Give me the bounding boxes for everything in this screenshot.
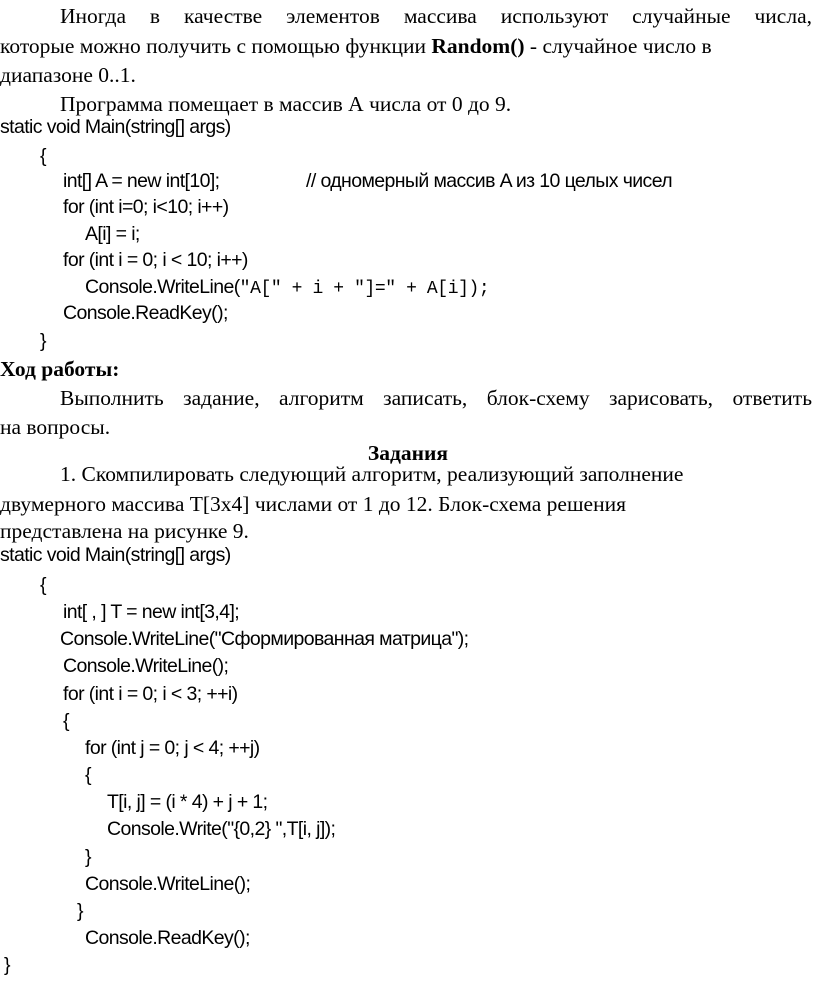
workflow-line-2: на вопросы. [0, 415, 111, 439]
code-text: "A[" + i + "]=" + A[i]); [239, 279, 490, 299]
code2-open-brace: { [40, 574, 46, 596]
tasks-heading-text: Задания [367, 441, 449, 465]
intro-paragraph-1-line-1: Иногда в качестве элементов массива используют случайные числа, [60, 4, 812, 28]
intro-paragraph-1-line-2 [0, 34, 712, 59]
task-1-line-1: 1. Скомпилировать следующий алгоритм, реализующий заполнение [60, 462, 684, 486]
workflow-heading [0, 357, 119, 382]
workflow-line-1: Выполнить задание, алгоритм записать, блок-схему зарисовать, ответить [60, 386, 812, 410]
code2-line-for-i: for (int i = 0; i < 3; ++i) [63, 683, 238, 705]
task-1-line-2: двумерного массива T[3x4] числами от 1 до 12. Блок-схема решения [0, 492, 626, 516]
code1-line-readkey: Console.ReadKey(); [63, 302, 228, 324]
code2-close-brace: } [4, 954, 10, 976]
code2-line-write: Console.Write("{0,2} ",T[i, j]); [107, 818, 336, 840]
code2-line-writeline-empty: Console.WriteLine(); [63, 655, 229, 677]
code2-line-writeline-title: Console.WriteLine("Сформированная матрица"); [60, 628, 469, 650]
code1-line-writeline [85, 276, 489, 299]
intro-text: - случайное число в [524, 34, 712, 58]
code2-line-main: static void Main(string[] args) [0, 544, 231, 566]
code1-line-assign: A[i] = i; [85, 223, 140, 245]
code2-open-brace-j: { [85, 764, 91, 786]
intro-text: которые можно получить с помощью функции [0, 34, 432, 58]
code2-line-readkey: Console.ReadKey(); [85, 927, 250, 949]
code-text: Console.WriteLine( [85, 276, 240, 298]
code2-line-assign: T[i, j] = (i * 4) + j + 1; [107, 791, 268, 813]
code2-close-brace-j: } [85, 846, 91, 868]
code1-comment: // одномерный массив A из 10 целых чисел [306, 170, 673, 192]
workflow-heading-text: Ход работы: [0, 357, 120, 381]
code1-open-brace: { [40, 145, 46, 167]
code1-line-main: static void Main(string[] args) [0, 116, 231, 138]
code1-close-brace: } [40, 330, 46, 352]
task-1-line-3: представлена на рисунке 9. [0, 519, 249, 543]
code1-line-for-2: for (int i = 0; i < 10; i++) [63, 249, 248, 271]
code2-line-array-decl: int[ , ] T = new int[3,4]; [63, 601, 240, 623]
code2-close-brace-i: } [77, 900, 83, 922]
intro-paragraph-1-line-3: диапазоне 0..1. [0, 63, 136, 87]
intro-paragraph-2: Программа помещает в массив А числа от 0 до 9. [60, 92, 512, 116]
random-function-name: Random() [431, 34, 525, 58]
code2-line-writeline-end: Console.WriteLine(); [85, 873, 251, 895]
code2-open-brace-i: { [63, 710, 69, 732]
code1-line-array-decl: int[] A = new int[10]; [63, 170, 220, 192]
code1-line-for-1: for (int i=0; i<10; i++) [63, 196, 229, 218]
code2-line-for-j: for (int j = 0; j < 4; ++j) [85, 737, 260, 759]
